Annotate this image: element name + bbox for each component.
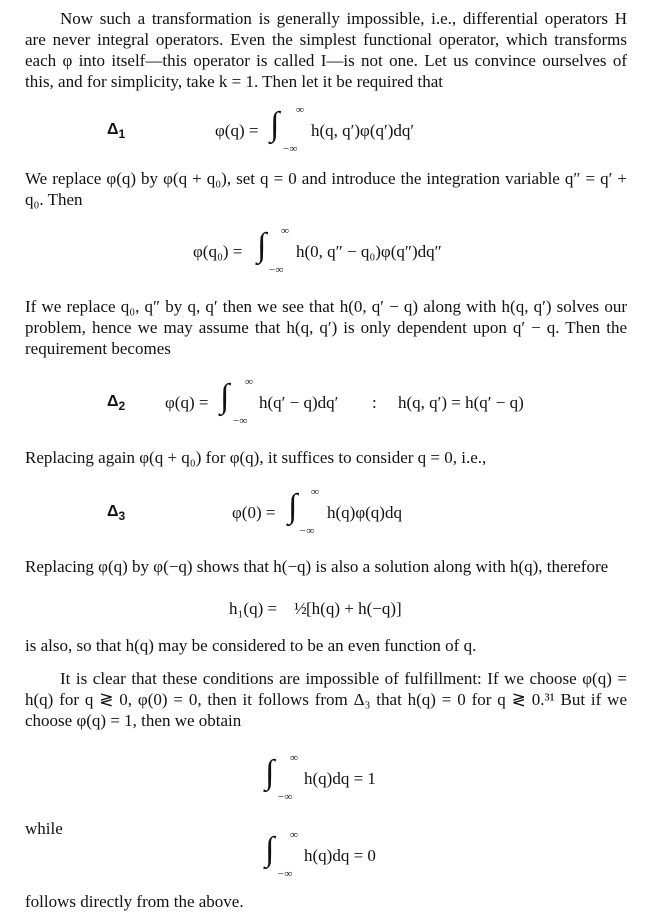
equation3-condition: h(q, q′) = h(q′ − q) xyxy=(398,393,524,412)
integral-sign: ∫ xyxy=(220,378,230,415)
integral-upper-limit: ∞ xyxy=(290,752,298,764)
equation4-lhs: φ(0) = xyxy=(232,503,276,522)
integral-lower-limit: −∞ xyxy=(299,525,315,537)
tag-subscript: 2 xyxy=(118,399,126,414)
equation3-rhs: h(q′ − q)dq′ xyxy=(259,393,339,412)
integral-sign: ∫ xyxy=(270,106,280,143)
integral-upper-limit: ∞ xyxy=(281,225,289,237)
paragraph-impossible: It is clear that these conditions are impossible of fulfillment: If we choose φ(q) = h(q) for q ≷ 0, φ(0) = 0, then it follows from Δ₃ that h(q) = 0 for q ≷ 0.³¹ But if we choose φ(q) = 1, then we obtain xyxy=(25,669,627,730)
paragraph-while: while xyxy=(25,819,63,838)
paragraph-assume: If we replace q₀, q″ by q, q′ then we see that h(0, q′ − q) along with h(q, q′) solves our problem, hence we may assume that h(q, q′) is only dependent upon q′ − q. Then the requirement becomes xyxy=(25,297,627,358)
tag-subscript: 3 xyxy=(118,509,126,524)
tag-subscript: 1 xyxy=(118,127,126,142)
integral-lower-limit: −∞ xyxy=(268,264,284,276)
equation-tag-delta3 xyxy=(107,503,125,523)
paragraph-follows: follows directly from the above. xyxy=(25,892,244,911)
integral-upper-limit: ∞ xyxy=(290,829,298,841)
equation-tag-delta1 xyxy=(107,121,125,141)
integral-sign: ∫ xyxy=(288,488,298,525)
equation-tag-delta2 xyxy=(107,393,125,413)
equation2-lhs: φ(q₀) = xyxy=(193,242,243,261)
tag-symbol: Δ xyxy=(107,393,119,410)
equation7: h(q)dq = 0 xyxy=(304,846,376,865)
paragraph-symmetry: Replacing φ(q) by φ(−q) shows that h(−q) is also a solution along with h(q), therefore xyxy=(25,557,609,576)
tag-symbol: Δ xyxy=(107,503,119,520)
equation2-rhs: h(0, q″ − q₀)φ(q″)dq″ xyxy=(296,242,442,261)
equation5-half: ½ xyxy=(294,599,307,618)
integral-upper-limit: ∞ xyxy=(245,376,253,388)
paragraph-intro: Now such a transformation is generally impossible, i.e., differential operators H are never integral operators. Even the simplest functional operator, which transforms each φ into itself—this operator is called I—is not one. Let us convince ourselves of this, and for simplicity, take k = 1. Then let it be required that xyxy=(25,9,627,91)
equation1-lhs: φ(q) = xyxy=(215,121,259,140)
integral-lower-limit: −∞ xyxy=(232,415,248,427)
integral-sign: ∫ xyxy=(257,227,267,264)
equation4-rhs: h(q)φ(q)dq xyxy=(327,503,402,522)
integral-upper-limit: ∞ xyxy=(296,104,304,116)
tag-symbol: Δ xyxy=(107,121,119,138)
integral-lower-limit: −∞ xyxy=(277,868,293,880)
integral-sign: ∫ xyxy=(265,831,275,868)
paragraph-again: Replacing again φ(q + q₀) for φ(q), it suffices to consider q = 0, i.e., xyxy=(25,448,487,467)
integral-lower-limit: −∞ xyxy=(282,143,298,155)
paragraph-replace: We replace φ(q) by φ(q + q₀), set q = 0 and introduce the integration variable q″ = q′ + q₀. Then xyxy=(25,169,627,209)
integral-sign: ∫ xyxy=(265,754,275,791)
equation3-lhs: φ(q) = xyxy=(165,393,209,412)
equation3-separator: : xyxy=(372,393,377,412)
equation6: h(q)dq = 1 xyxy=(304,769,376,788)
equation5-rhs: [h(q) + h(−q)] xyxy=(306,599,402,618)
equation5-lhs: h₁(q) = xyxy=(229,599,278,618)
paragraph-even: is also, so that h(q) may be considered to be an even function of q. xyxy=(25,636,477,655)
integral-upper-limit: ∞ xyxy=(311,486,319,498)
equation1-rhs: h(q, q′)φ(q′)dq′ xyxy=(311,121,415,140)
integral-lower-limit: −∞ xyxy=(277,791,293,803)
